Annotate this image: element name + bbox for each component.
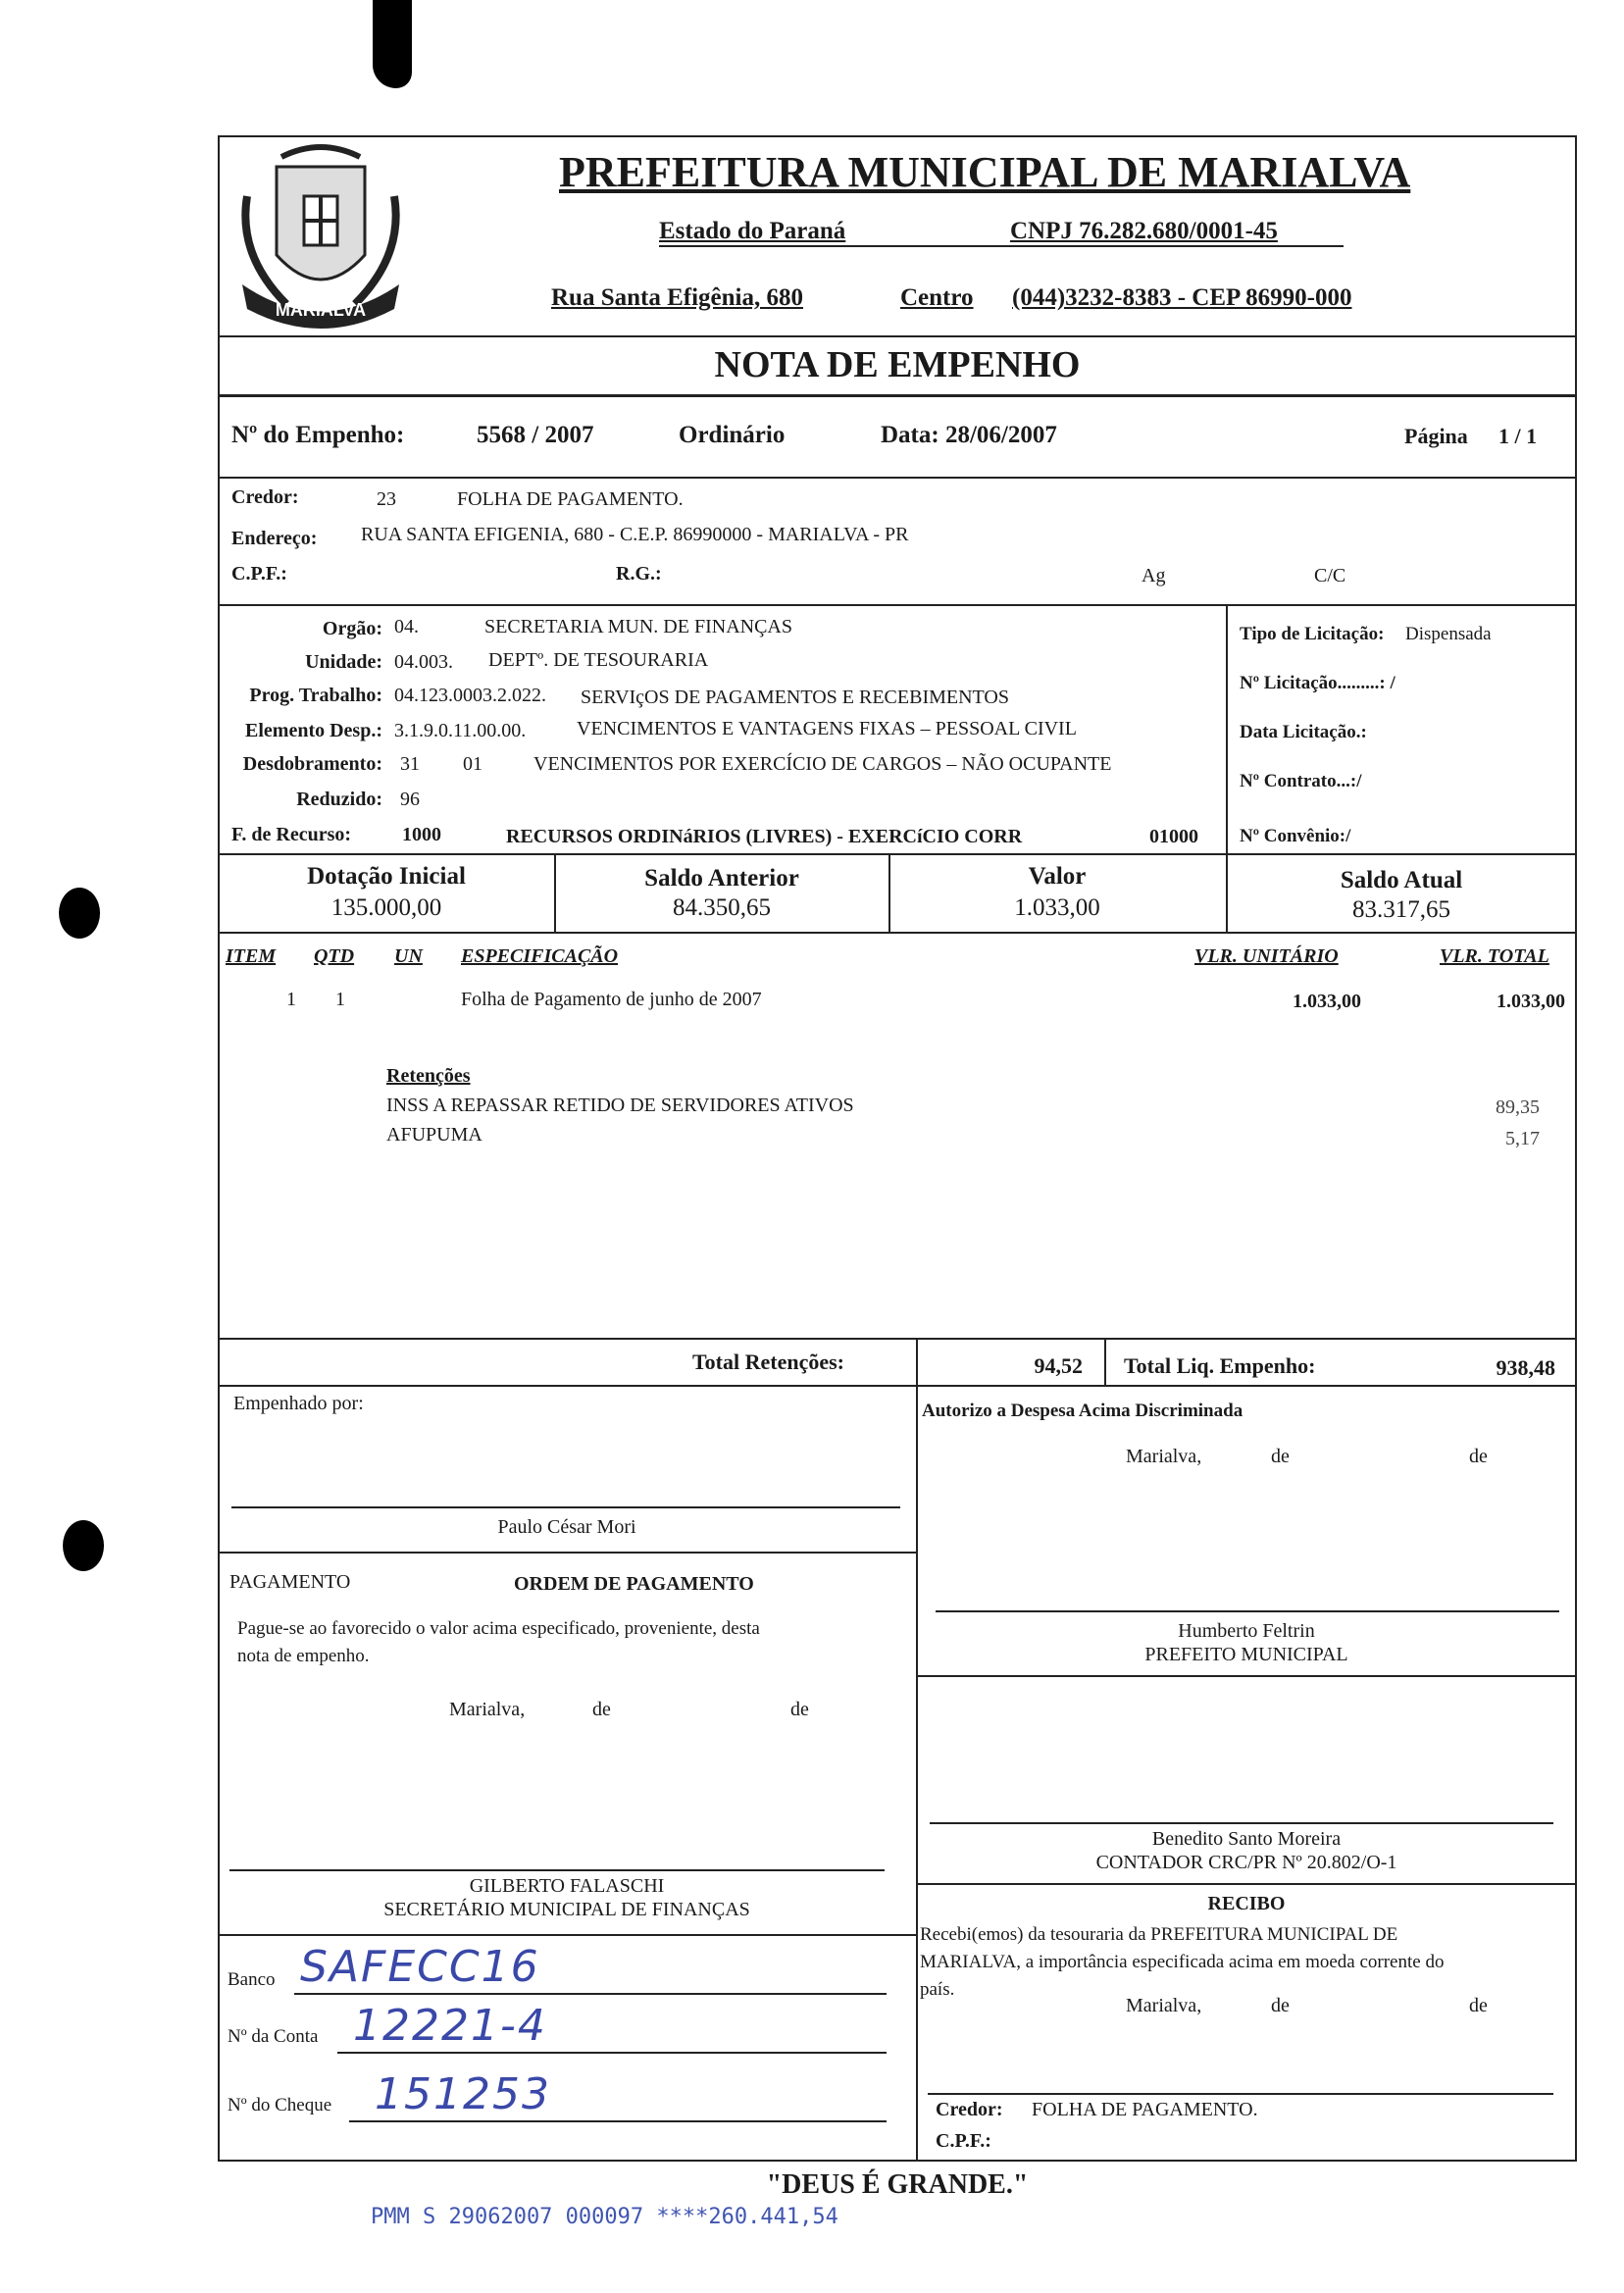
page-number: 1 / 1: [1498, 424, 1538, 448]
retencao-value: 89,35: [1496, 1096, 1540, 1118]
desdobramento-code2: 01: [463, 753, 482, 775]
payment-stamp: PMM S 29062007 000097 ****260.441,54: [371, 2205, 838, 2229]
divider-vertical: [916, 1385, 918, 2162]
prog-desc: SERVIçOS DE PAGAMENTOS E RECEBIMENTOS: [581, 687, 1009, 708]
orgao-desc: SECRETARIA MUN. DE FINANÇAS: [484, 616, 792, 637]
header-street: Rua Santa Efigênia, 680: [551, 284, 803, 311]
row-desc: Folha de Pagamento de junho de 2007: [461, 989, 762, 1010]
divider: [218, 394, 1577, 397]
col-total-value: VLR. TOTAL: [1440, 945, 1549, 967]
address-value: RUA SANTA EFIGENIA, 680 - C.E.P. 86990000 - MARIALVA - PR: [361, 524, 909, 545]
credor-label: Credor:: [231, 486, 299, 508]
pagamento-place: Marialva,: [449, 1699, 526, 1720]
fonte-desc: RECURSOS ORDINáRIOS (LIVRES) - EXERCíCIO CORR: [506, 826, 1023, 847]
cc-label: C/C: [1314, 565, 1346, 586]
valor-label: Valor: [1028, 863, 1087, 890]
pagamento-de-1: de: [592, 1699, 611, 1720]
fonte-code2: 01000: [1149, 826, 1198, 847]
banco-line: [294, 1993, 887, 1995]
pagamento-signer: GILBERTO FALASCHI: [469, 1875, 665, 1897]
punch-hole-bottom: [63, 1520, 104, 1571]
recibo-credor-label: Credor:: [936, 2099, 1003, 2120]
conta-line: [337, 2052, 887, 2054]
address-label: Endereço:: [231, 528, 318, 549]
pagamento-text-1: Pague-se ao favorecido o valor acima especificado, proveniente, desta: [237, 1618, 760, 1639]
divider: [218, 477, 1577, 479]
divider: [916, 1675, 1577, 1677]
total-liquido-value: 938,48: [1496, 1355, 1555, 1380]
valor-value: 1.033,00: [1014, 894, 1100, 921]
pagamento-de-2: de: [790, 1699, 809, 1720]
header-cnpj: CNPJ 76.282.680/0001-45: [1010, 218, 1278, 244]
empenho-type: Ordinário: [679, 422, 786, 448]
contador-signer: Benedito Santo Moreira: [1151, 1828, 1342, 1850]
banco-label: Banco: [228, 1969, 276, 1990]
row-qtd: 1: [335, 989, 345, 1010]
unidade-desc: DEPTº. DE TESOURARIA: [488, 649, 709, 671]
recibo-text-3: país.: [920, 1979, 955, 2000]
header-district: Centro: [900, 284, 974, 311]
conta-value: 12221-4: [353, 2001, 547, 2051]
rg-label: R.G.:: [616, 563, 662, 585]
divider-vertical: [1104, 1338, 1106, 1387]
retencao-desc: INSS A REPASSAR RETIDO DE SERVIDORES ATIVOS: [386, 1095, 854, 1116]
reduzido-label: Reduzido:: [296, 789, 382, 810]
row-unit: 1.033,00: [1293, 991, 1361, 1012]
row-total: 1.033,00: [1497, 991, 1565, 1012]
divider: [218, 1934, 916, 1936]
recibo-text-2: MARIALVA, a importância especificada acima em moeda corrente do: [920, 1952, 1445, 1972]
col-especificacao: ESPECIFICAÇÃO: [461, 945, 619, 967]
ordem-pagamento-title: ORDEM DE PAGAMENTO: [514, 1573, 754, 1595]
divider: [218, 1338, 1577, 1340]
elemento-label: Elemento Desp.:: [245, 720, 382, 741]
saldo-anterior-value: 84.350,65: [673, 894, 771, 921]
signature-line: [928, 2093, 1553, 2095]
signature-line: [936, 1610, 1559, 1612]
unidade-label: Unidade:: [305, 651, 382, 673]
retencoes-title: Retenções: [386, 1065, 471, 1087]
punch-hole-top: [59, 888, 100, 939]
divider: [218, 1552, 916, 1554]
prog-code: 04.123.0003.2.022.: [394, 685, 546, 706]
empenho-number: 5568 / 2007: [477, 422, 594, 448]
autorizo-signer: Humberto Feltrin: [1178, 1620, 1315, 1642]
licitacao-date: Data Licitação.:: [1240, 722, 1367, 742]
municipal-crest: [228, 137, 414, 333]
divider: [218, 932, 1577, 934]
page-label: Página: [1404, 424, 1468, 448]
header-title: PREFEITURA MUNICIPAL DE MARIALVA: [559, 148, 1411, 196]
recibo-text-1: Recebi(emos) da tesouraria da PREFEITURA MUNICIPAL DE: [920, 1924, 1398, 1945]
signature-line: [231, 1506, 900, 1508]
elemento-code: 3.1.9.0.11.00.00.: [394, 720, 527, 741]
cpf-label: C.P.F.:: [231, 563, 287, 585]
total-retencoes-value: 94,52: [1034, 1353, 1083, 1378]
divider: [916, 1883, 1577, 1885]
signature-line: [229, 1869, 885, 1871]
recibo-cpf-label: C.P.F.:: [936, 2130, 991, 2152]
crest-text: MARIALVA: [275, 300, 367, 320]
recibo-title: RECIBO: [1207, 1893, 1286, 1914]
autorizo-de-1: de: [1271, 1446, 1290, 1467]
saldo-atual-value: 83.317,65: [1352, 896, 1450, 923]
contrato-number: Nº Contrato...:/: [1240, 771, 1362, 791]
reduzido-value: 96: [400, 789, 420, 810]
col-un: UN: [394, 945, 423, 967]
footer-motto: "DEUS É GRANDE.": [766, 2169, 1029, 2200]
autorizo-signer-role: PREFEITO MUNICIPAL: [1144, 1644, 1348, 1665]
desdobramento-label: Desdobramento:: [242, 753, 382, 775]
ag-label: Ag: [1142, 565, 1166, 586]
desdobramento-code1: 31: [400, 753, 420, 775]
cheque-line: [349, 2120, 887, 2122]
prog-label: Prog. Trabalho:: [249, 685, 382, 706]
licitacao-type-value: Dispensada: [1405, 624, 1492, 644]
empenhado-name: Paulo César Mori: [497, 1516, 636, 1538]
document-title: NOTA DE EMPENHO: [714, 344, 1081, 385]
saldo-atual-label: Saldo Atual: [1340, 867, 1463, 893]
header-state: Estado do Paraná: [659, 218, 846, 244]
pagamento-text-2: nota de empenho.: [237, 1646, 370, 1666]
convenio-number: Nº Convênio:/: [1240, 826, 1351, 846]
retencao-desc: AFUPUMA: [386, 1124, 482, 1146]
banco-value: SAFECC16: [300, 1942, 540, 1992]
total-retencoes-label: Total Retenções:: [692, 1350, 844, 1374]
divider: [218, 604, 1577, 606]
contador-signer-role: CONTADOR CRC/PR Nº 20.802/O-1: [1095, 1852, 1397, 1873]
conta-label: Nº da Conta: [228, 2026, 319, 2047]
retencao-value: 5,17: [1505, 1128, 1540, 1149]
scan-mark: [373, 0, 412, 88]
divider-vertical: [1226, 604, 1228, 855]
autorizo-place: Marialva,: [1126, 1446, 1202, 1467]
saldo-anterior-label: Saldo Anterior: [644, 865, 799, 892]
recibo-place: Marialva,: [1126, 1995, 1202, 2016]
pagamento-signer-role: SECRETÁRIO MUNICIPAL DE FINANÇAS: [383, 1899, 750, 1920]
cheque-label: Nº do Cheque: [228, 2095, 332, 2115]
total-liquido-label: Total Liq. Empenho:: [1124, 1353, 1316, 1378]
elemento-desc: VENCIMENTOS E VANTAGENS FIXAS – PESSOAL CIVIL: [577, 718, 1077, 739]
licitacao-type-label: Tipo de Licitação:: [1240, 624, 1385, 644]
divider: [218, 1385, 1577, 1387]
empenho-label: Nº do Empenho:: [231, 422, 405, 448]
pagamento-label: PAGAMENTO: [229, 1571, 351, 1593]
fonte-code: 1000: [402, 824, 441, 845]
col-unit-value: VLR. UNITÁRIO: [1194, 945, 1339, 967]
divider-vertical: [916, 1338, 918, 1387]
dotacao-value: 135.000,00: [330, 894, 442, 921]
dotacao-label: Dotação Inicial: [307, 863, 466, 890]
credor-code: 23: [377, 488, 396, 510]
recibo-de-1: de: [1271, 1995, 1290, 2016]
fonte-label: F. de Recurso:: [231, 824, 352, 845]
col-qtd: QTD: [314, 945, 355, 967]
credor-name: FOLHA DE PAGAMENTO.: [457, 488, 684, 510]
header-phone: (044)3232-8383 - CEP 86990-000: [1012, 284, 1352, 311]
orgao-label: Orgão:: [322, 618, 382, 639]
signature-line: [930, 1822, 1553, 1824]
desdobramento-desc: VENCIMENTOS POR EXERCÍCIO DE CARGOS – NÃO OCUPANTE: [533, 753, 1112, 775]
unidade-code: 04.003.: [394, 651, 453, 673]
recibo-credor-value: FOLHA DE PAGAMENTO.: [1032, 2099, 1258, 2120]
empenhado-label: Empenhado por:: [233, 1393, 364, 1414]
divider: [218, 335, 1577, 337]
col-item: ITEM: [226, 945, 277, 967]
cheque-value: 151253: [375, 2069, 551, 2119]
row-item: 1: [286, 989, 296, 1010]
orgao-code: 04.: [394, 616, 419, 637]
autorizo-de-2: de: [1469, 1446, 1488, 1467]
header-underline-1: [659, 245, 1344, 247]
recibo-de-2: de: [1469, 1995, 1488, 2016]
autorizo-title: Autorizo a Despesa Acima Discriminada: [922, 1401, 1243, 1421]
empenho-date: Data: 28/06/2007: [881, 422, 1057, 448]
licitacao-number: Nº Licitação.........: /: [1240, 673, 1396, 693]
divider: [218, 853, 1577, 855]
